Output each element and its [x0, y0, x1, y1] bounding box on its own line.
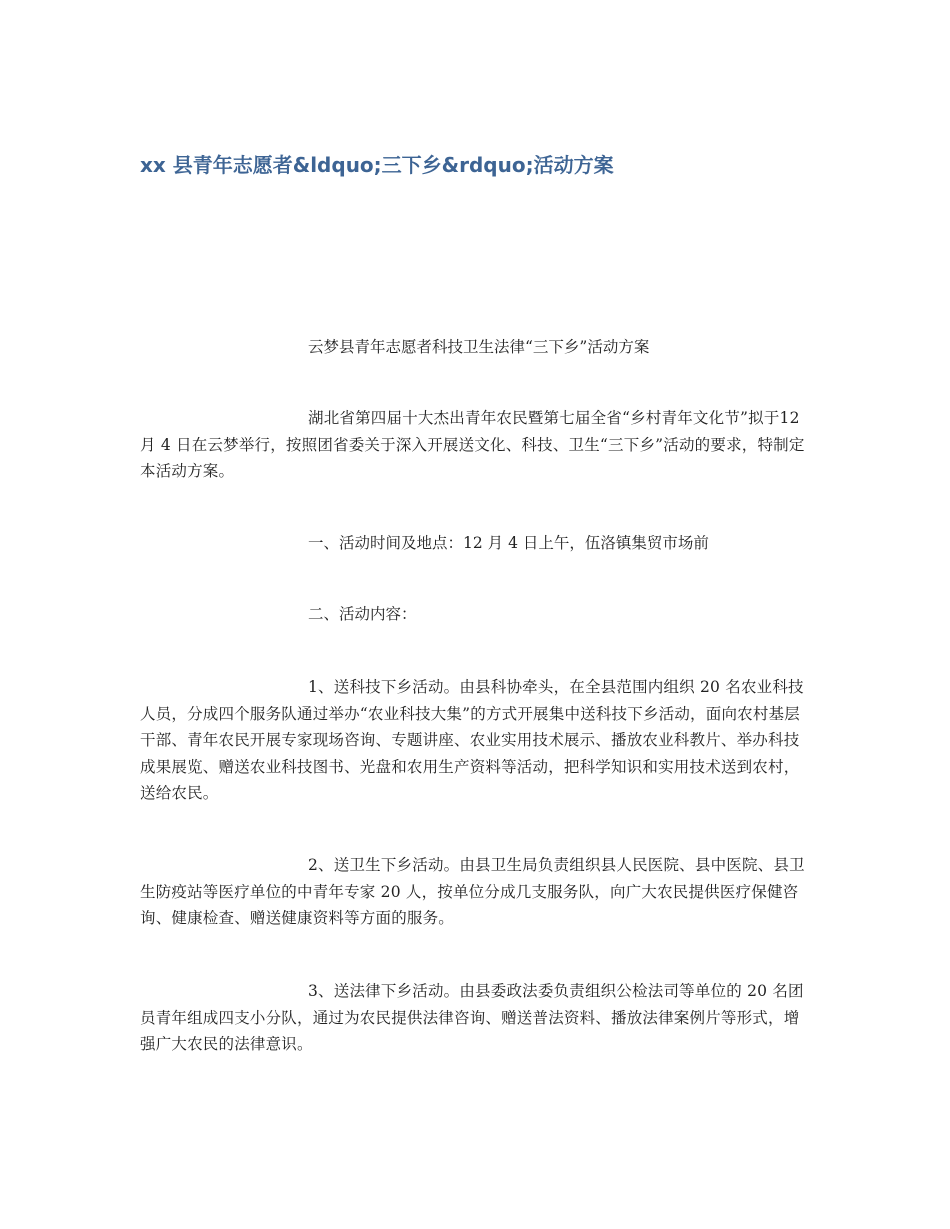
item-science-paragraph: [140, 674, 812, 807]
item-law-paragraph: [140, 978, 812, 1058]
intro-paragraph: [140, 405, 812, 485]
document-title: xx 县青年志愿者&ldquo;三下乡&rdquo;活动方案: [140, 153, 614, 177]
section-content-heading: 二、活动内容：: [308, 605, 417, 623]
item-law-text: 3、送法律下乡活动。由县委政法委负责组织公检法司等单位的 20 名团员青年组成四支小分队，通过为农民提供法律咨询、赠送普法资料、播放法律案例片等形式，增强广大农民的法律意识。: [140, 982, 804, 1053]
document-subtitle: 云梦县青年志愿者科技卫生法律“三下乡”活动方案: [308, 338, 650, 356]
intro-text: 湖北省第四届十大杰出青年农民暨第七届全省“乡村青年文化节”拟于12 月 4 日在云梦举行，按照团省委关于深入开展送文化、科技、卫生“三下乡”活动的要求，特制定本活动方案。: [140, 409, 805, 480]
item-health-text: 2、送卫生下乡活动。由县卫生局负责组织县人民医院、县中医院、县卫生防疫站等医疗单位的中青年专家 20 人，按单位分成几支服务队，向广大农民提供医疗保健咨询、健康检查、赠送健康资料等方面的服务。: [140, 856, 805, 927]
section-time-location: 一、活动时间及地点：12 月 4 日上午，伍洛镇集贸市场前: [308, 534, 709, 552]
item-science-text: 1、送科技下乡活动。由县科协牵头，在全县范围内组织 20 名农业科技人员，分成四个服务队通过举办“农业科技大集”的方式开展集中送科技下乡活动，面向农村基层干部、青年农民开展专家现场咨询、专题讲座、农业实用技术展示、播放农业科教片、举办科技成果展览、赠送农业科技图书、光盘和农用生产资料等活动，把科学知识和实用技术送到农村，送给农民。: [140, 678, 804, 802]
item-health-paragraph: [140, 852, 812, 932]
